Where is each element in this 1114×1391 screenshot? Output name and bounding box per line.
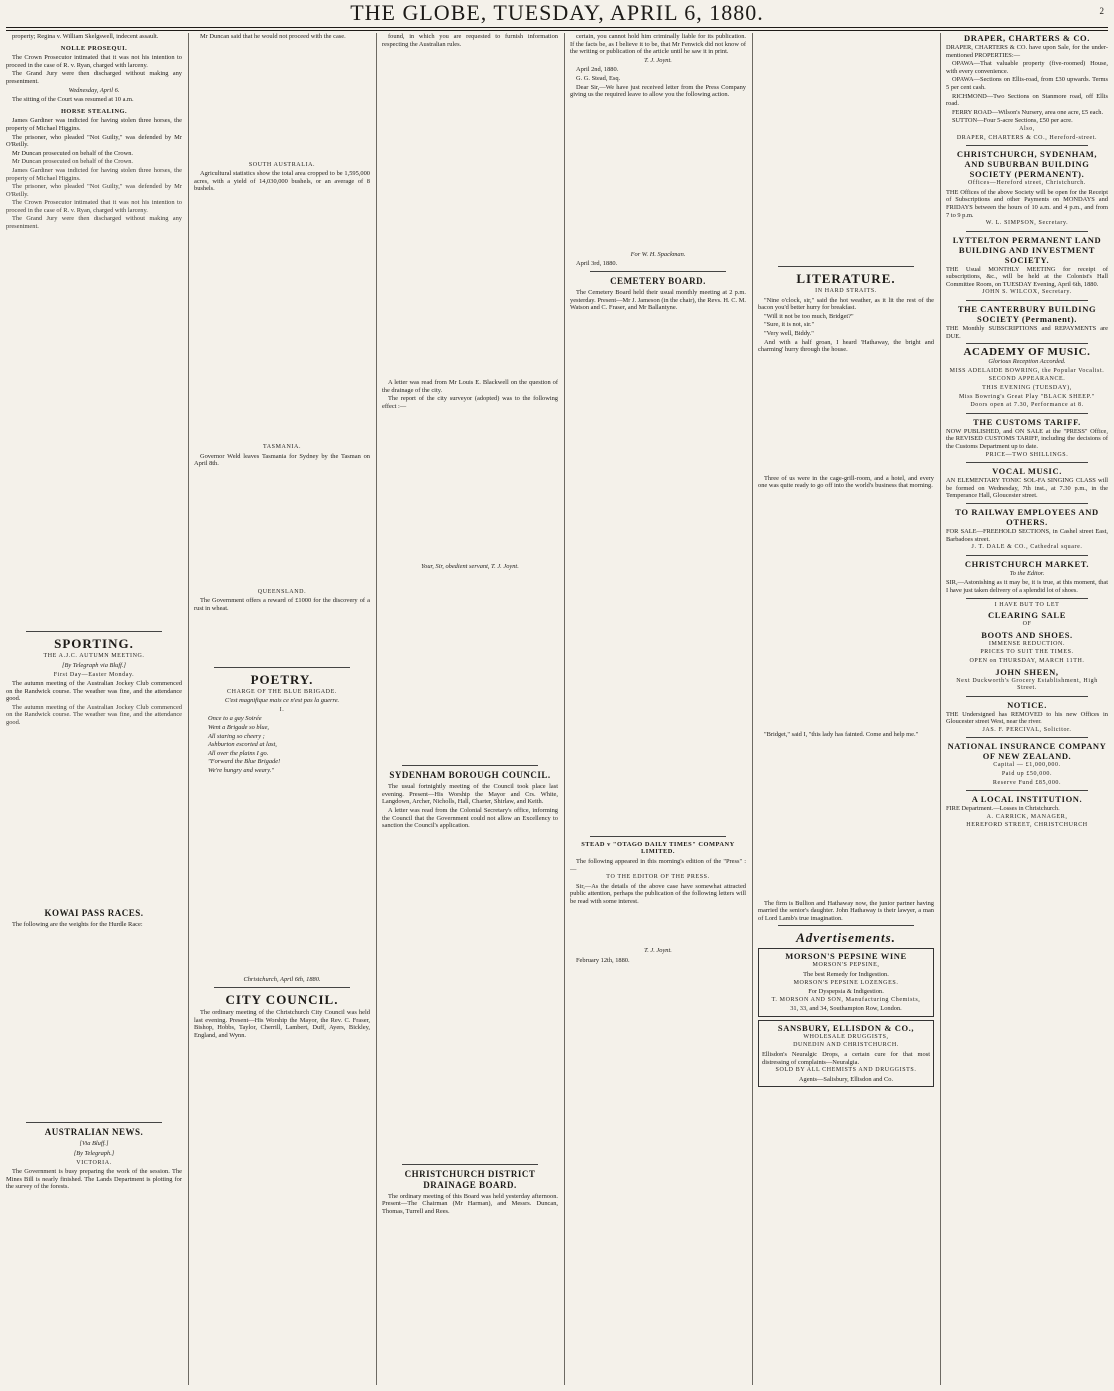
col4-signature-a: T. J. Joynt. bbox=[644, 56, 672, 64]
divider bbox=[966, 300, 1088, 301]
literature-g: "Bridget," said I, "this lady has fainted. Come and help me." bbox=[764, 730, 919, 738]
literature-f: Three of us were in the cage-grill-room, and a hotel, and every one was quite ready to go off into the world's business that morning. bbox=[758, 474, 934, 490]
filler-paragraph: James Gardiner was indicted for having stolen three horses, the property of Michael Higgins. bbox=[6, 166, 182, 182]
filler-paragraph: The Crown Prosecutor intimated that it was not his intention to proceed in the case of R. v. Ryan, charged with larceny. bbox=[6, 199, 182, 214]
draper-ferry: FERRY ROAD—Wilson's Nursery, area one acre, £5 each. bbox=[952, 108, 1104, 116]
col4-text-a: certain, you cannot hold him criminally liable for its publication. If the facts be, as I believe it to be, that Mr Fenwick did not know of the writing or publication of the article until he saw it in print. bbox=[570, 33, 746, 56]
literature-d: "Very well, Biddy." bbox=[764, 329, 814, 337]
sansbury-heading: SANSBURY, ELLISDON & CO., bbox=[777, 1022, 915, 1033]
academy-evening: THIS EVENING (TUESDAY), bbox=[982, 385, 1072, 392]
race-weights-table bbox=[6, 929, 182, 1119]
poem-stanza bbox=[194, 715, 370, 774]
col4-text-b: Dear Sir,—We have just received letter from the Press Company giving us the required leave to allow you the following action. bbox=[570, 83, 746, 99]
poem-line: Ashburton escorted at last, bbox=[208, 741, 277, 749]
academy-subheading: Glorious Reception Accorded. bbox=[988, 358, 1066, 366]
sansbury-text: Ellisdon's Neuralgic Drops, a certain cure for that most distressing of complaints—Neuralgia. bbox=[762, 1051, 930, 1066]
sale-reduction: IMMENSE REDUCTION. bbox=[988, 640, 1066, 647]
notice-heading: NOTICE. bbox=[1007, 699, 1047, 710]
pepsine-heading: MORSON'S PEPSINE WINE bbox=[785, 951, 907, 962]
advertisements-heading: Advertisements. bbox=[796, 930, 896, 946]
lyttelton-text: THE Usual MONTHLY MEETING for receipt of subscriptions, &c., will be held at the Colonist's Hall Committee Room, on TUESDAY Evening, April 6th, 1880. bbox=[946, 265, 1108, 288]
vocal-heading: VOCAL MUSIC. bbox=[992, 466, 1062, 477]
draper-footer: DRAPER, CHARTERS & CO., Hereford-street. bbox=[956, 134, 1098, 141]
pepsine-lozenges: MORSON'S PEPSINE LOZENGES. bbox=[793, 979, 899, 986]
building-signature: W. L. SIMPSON, Secretary. bbox=[985, 220, 1069, 227]
railway-signature: J. T. DALE & CO., Cathedral square. bbox=[971, 544, 1083, 551]
kowai-text: The following are the weights for the Hurdle Race: bbox=[12, 920, 143, 928]
pepsine-advert bbox=[758, 948, 934, 1017]
poem-line: We're hungry and weary." bbox=[208, 766, 275, 774]
lyttelton-signature: JOHN S. WILCOX, Secretary. bbox=[982, 289, 1072, 296]
tasmania-text: Governor Weld leaves Tasmania for Sydney by the Tasman on April 8th. bbox=[194, 452, 370, 468]
stead-subheading: TO THE EDITOR OF THE PRESS. bbox=[606, 874, 710, 881]
customs-text: NOW PUBLISHED, and ON SALE at the "PRESS" Office, the REVISED CUSTOMS TARIFF, including the decisions of the Customs Department up to date. bbox=[946, 427, 1108, 450]
divider bbox=[966, 737, 1088, 738]
academy-show: Miss Bowring's Great Play "BLACK SHEEP." bbox=[959, 393, 1095, 400]
column-2 bbox=[194, 33, 370, 1385]
sydenham-text: The usual fortnightly meeting of the Council took place last evening. Present—His Worship the Mayor and Crs. White, Langdown, Archer, Nicholls, Hall, Charter, Shirlaw, and Keith. bbox=[382, 783, 558, 806]
horse-text: James Gardiner was indicted for having stolen three horses, the property of Michael Higgins. bbox=[6, 117, 182, 132]
divider bbox=[966, 462, 1088, 463]
divider bbox=[966, 231, 1088, 232]
column-1 bbox=[6, 33, 182, 1385]
literature-body-2 bbox=[758, 491, 934, 731]
sporting-body bbox=[6, 704, 182, 904]
col3-body-2 bbox=[382, 572, 558, 762]
academy-doors: Doors open at 7.30, Performance at 8. bbox=[970, 402, 1084, 409]
sydenham-body bbox=[382, 831, 558, 1161]
col3-signature: Your, Sir, obedient servant, T. J. Joynt. bbox=[421, 562, 519, 570]
notice-text: THE Undersigned has REMOVED to his new Offices in Gloucester street West, near the river. bbox=[946, 710, 1108, 726]
sitting-text: The sitting of the Court was resumed at 10 a.m. bbox=[12, 96, 134, 104]
masthead bbox=[0, 0, 1114, 26]
academy-heading: ACADEMY OF MUSIC. bbox=[963, 346, 1091, 359]
literature-body bbox=[758, 355, 934, 475]
col5-top-body bbox=[758, 33, 934, 263]
draper-sutton: SUTTON—Four 5-acre Sections, £50 per acre. bbox=[952, 117, 1073, 125]
literature-b: "Will it not be too much, Bridget?" bbox=[764, 312, 854, 320]
divider bbox=[966, 413, 1088, 414]
cemetery-body bbox=[570, 313, 746, 833]
col4-date-b: April 3rd, 1880. bbox=[576, 260, 618, 268]
sporting-text: The autumn meeting of the Australian Jockey Club commenced on the Randwick course. The weather was fine, and the attendance good. bbox=[6, 680, 182, 703]
court-intro: property; Regina v. William Skelgswell, indecent assault. bbox=[12, 33, 159, 40]
divider bbox=[590, 836, 726, 837]
literature-h: The firm is Bullion and Hathaway now, the junior partner having married the senior's daughter. John Hathaway is their lawyer, a man of Lord Lamb's true imagination. bbox=[758, 899, 934, 922]
sale-open: OPEN on THURSDAY, MARCH 11TH. bbox=[969, 657, 1085, 664]
pepsine-maker: T. MORSON AND SON, Manufacturing Chemists, bbox=[771, 996, 921, 1003]
col4-signature-b: For W. H. Spackman. bbox=[630, 250, 686, 258]
sale-items: BOOTS AND SHOES. bbox=[981, 629, 1073, 640]
sansbury-address: DUNEDIN AND CHRISTCHURCH. bbox=[793, 1042, 899, 1049]
insurance-paid: Paid up £50,000. bbox=[1001, 771, 1053, 778]
tasmania-body bbox=[194, 469, 370, 589]
col4-date-a: April 2nd, 1880. bbox=[576, 66, 619, 74]
poem-line: Once to a gay Soirée bbox=[208, 715, 262, 723]
literature-e: And with a half groan, I heard 'Hathaway, the bright and charming' hurry through the house. bbox=[758, 338, 934, 354]
sale-title: CLEARING SALE bbox=[988, 610, 1066, 621]
queensland-body bbox=[194, 614, 370, 664]
poem-date: Christchurch, April 6th, 1880. bbox=[243, 976, 321, 984]
stead-heading: STEAD v "OTAGO DAILY TIMES" COMPANY LIMITED. bbox=[581, 840, 735, 856]
crown-text: Mr Duncan prosecuted on behalf of the Crown. bbox=[12, 149, 134, 157]
notice-signature: JAS. F. PERCIVAL, Solicitor. bbox=[982, 726, 1072, 733]
divider bbox=[778, 266, 914, 267]
kowai-heading: KOWAI PASS RACES. bbox=[44, 907, 144, 918]
stead-more bbox=[570, 906, 746, 946]
poetry-heading: POETRY. bbox=[250, 671, 314, 687]
stead-date: February 12th, 1880. bbox=[576, 957, 630, 965]
column-6 bbox=[946, 33, 1108, 1385]
victoria-heading: VICTORIA. bbox=[76, 1159, 112, 1166]
divider bbox=[966, 790, 1088, 791]
insurance-heading: NATIONAL INSURANCE COMPANY OF NEW ZEALAND. bbox=[947, 741, 1107, 762]
drainage-text: The ordinary meeting of this Board was held yesterday afternoon. Present—The Chairman (Mr Harman), and Messrs. Duncan, Thomas, Turrell and Rees. bbox=[382, 1192, 558, 1215]
draper-opawa: OPAWA—That valuable property (five-roomed) House, with every convenience. bbox=[946, 60, 1108, 75]
sale-of: OF bbox=[1022, 621, 1032, 628]
poem-line: "Forward the Blue Brigade! bbox=[208, 758, 281, 766]
sale-address: Next Duckworth's Grocery Establishment, High Street. bbox=[956, 677, 1098, 692]
queensland-text: The Government offers a reward of £1000 for the discovery of a rust in wheat. bbox=[194, 597, 370, 612]
building-heading: CHRISTCHURCH, SYDENHAM, AND SUBURBAN BUILDING SOCIETY (PERMANENT). bbox=[956, 149, 1098, 180]
sale-owner: JOHN SHEEN, bbox=[995, 666, 1059, 677]
column-5 bbox=[758, 33, 934, 1385]
poem-epigraph: C'est magnifique mais ce n'est pas la guerre. bbox=[224, 697, 340, 705]
sale-header: I HAVE BUT TO LET bbox=[994, 601, 1060, 608]
page-number: 2 bbox=[1099, 6, 1104, 16]
divider bbox=[214, 667, 350, 668]
column-4 bbox=[570, 33, 746, 1385]
literature-subheading: IN HARD STRAITS. bbox=[815, 288, 877, 294]
academy-second: SECOND APPEARANCE. bbox=[988, 376, 1066, 383]
horse-heading: HORSE STEALING. bbox=[60, 107, 128, 115]
sa-text: Agricultural statistics show the total area cropped to be 1,595,000 acres, with a yield of 14,030,000 bushels, or an average of 8 bushels. bbox=[194, 170, 370, 193]
masthead-rule bbox=[6, 27, 1108, 28]
australian-telegraph: [By Telegraph.] bbox=[73, 1150, 115, 1158]
divider bbox=[26, 631, 162, 632]
cemetery-text: The Cemetery Board held their usual monthly meeting at 2 p.m. yesterday. Present—Mr J. Jameson (in the chair), the Revs. H. C. M. Watson and C. Fraser, and Mr Ballantyne. bbox=[570, 288, 746, 312]
column-3 bbox=[382, 33, 558, 1385]
nolle-heading: NOLLE PROSEQUI. bbox=[60, 44, 128, 52]
stead-signature: T. J. Joynt. bbox=[644, 947, 672, 955]
local-signature: A. CARRICK, MANAGER, bbox=[986, 813, 1068, 820]
plea-text: The prisoner, who pleaded "Not Guilty," was defended by Mr O'Reilly. bbox=[6, 133, 182, 149]
draper-heading: DRAPER, CHARTERS & CO. bbox=[963, 33, 1090, 43]
sydenham-heading: SYDENHAM BOROUGH COUNCIL. bbox=[389, 770, 551, 781]
poem-remaining bbox=[194, 775, 370, 975]
sporting-heading: SPORTING. bbox=[54, 636, 134, 652]
pepsine-address: 31, 33, and 34, Southampton Row, London. bbox=[790, 1005, 902, 1013]
draper-opawa-2: OPAWA—Sections on Ellis-road, from £30 upwards. Terms 5 per cent cash. bbox=[946, 76, 1108, 91]
victoria-text: The Government is busy preparing the work of the session. The Mines Bill is nearly finished. The Lands Department is plotting for the survey of the forests. bbox=[6, 1168, 182, 1191]
academy-text: MISS ADELAIDE BOWRING, the Popular Vocalist. bbox=[949, 367, 1105, 374]
col4-sender: G. G. Stead, Esq. bbox=[576, 74, 621, 82]
canterbury-text: THE Monthly SUBSCRIPTIONS and REPAYMENTS are DUE. bbox=[946, 325, 1108, 340]
poem-line: All over the plains I go. bbox=[208, 749, 269, 757]
sa-heading: SOUTH AUSTRALIA. bbox=[248, 161, 316, 168]
sansbury-agents: Agents—Salisbury, Ellisdon and Co. bbox=[798, 1075, 894, 1083]
lyttelton-heading: LYTTELTON PERMANENT LAND BUILDING AND INVESTMENT SOCIETY. bbox=[952, 234, 1102, 265]
poem-section: I. bbox=[279, 706, 285, 713]
nolle-text: The Crown Prosecutor intimated that it was not his intention to proceed in the case of R. v. Ryan, charged with larceny. bbox=[6, 54, 182, 69]
column-1-body-text bbox=[6, 158, 182, 628]
news-text: Mr Duncan said that he would not proceed with the case. bbox=[200, 33, 346, 40]
drainage-heading: CHRISTCHURCH DISTRICT DRAINAGE BOARD. bbox=[404, 1168, 536, 1190]
local-text: FIRE Department.—Losses in Christchurch. bbox=[946, 805, 1060, 813]
canterbury-heading: THE CANTERBURY BUILDING SOCIETY (Permanent). bbox=[957, 304, 1097, 325]
poem-title: CHARGE OF THE BLUE BRIGADE. bbox=[227, 688, 337, 695]
insurance-reserve: Reserve Fund £85,000. bbox=[992, 779, 1062, 786]
filler-paragraph: The Grand Jury were then discharged without making any presentment. bbox=[6, 215, 182, 231]
pepsine-food: For Dyspepsia & Indigestion. bbox=[808, 988, 884, 996]
market-text: SIR,—Astonishing as it may be, it is true, at this moment, that I have just taken delivery of a splendid lot of shoes. bbox=[946, 579, 1108, 594]
sporting-subheading: THE A.J.C. AUTUMN MEETING. bbox=[43, 653, 145, 660]
col3-body bbox=[382, 49, 558, 379]
divider bbox=[402, 765, 538, 766]
column-rule bbox=[188, 33, 189, 1385]
customs-price: PRICE—TWO SHILLINGS. bbox=[985, 451, 1069, 458]
masthead-rule-thin bbox=[6, 30, 1108, 31]
date-line: Wednesday, April 6. bbox=[68, 86, 120, 94]
city-council-heading: CITY COUNCIL. bbox=[225, 992, 339, 1008]
sydenham-letter: A letter was read from the Colonial Secretary's office, informing the Council that the Government could not allow an Excellency to sanction the Council's application. bbox=[382, 806, 558, 830]
col3-report bbox=[382, 412, 558, 562]
newspaper-page bbox=[6, 33, 1108, 1385]
divider bbox=[402, 1164, 538, 1165]
local-heading: A LOCAL INSTITUTION. bbox=[971, 794, 1083, 805]
divider bbox=[966, 145, 1088, 146]
newspaper-title: THE GLOBE, TUESDAY, APRIL 6, 1880. bbox=[350, 0, 764, 25]
column-rule bbox=[564, 33, 565, 1385]
sa-body bbox=[194, 194, 370, 444]
local-address: HEREFORD STREET, CHRISTCHURCH bbox=[966, 822, 1088, 829]
pepsine-text: The best Remedy for Indigestion. bbox=[803, 970, 889, 978]
sansbury-sold: SOLD BY ALL CHEMISTS AND DRUGGISTS. bbox=[775, 1067, 917, 1074]
draper-richmond: RICHMOND—Two Sections on Stanmore road, off Ellis road. bbox=[946, 92, 1108, 108]
divider bbox=[778, 925, 914, 926]
column-rule bbox=[940, 33, 941, 1385]
literature-heading: LITERATURE. bbox=[796, 271, 896, 286]
sansbury-subheading: WHOLESALE DRUGGISTS, bbox=[803, 1033, 889, 1040]
divider bbox=[966, 503, 1088, 504]
column-2-body bbox=[194, 42, 370, 162]
col3-text-b: A letter was read from Mr Louis E. Blackwell on the question of the drainage of the city. bbox=[382, 379, 558, 394]
literature-a: "Nine o'clock, sir," said the hot weather, as it lit the rest of the bacon you'd better hurry for breakfast. bbox=[758, 296, 934, 312]
australian-via: [Via Bluff.] bbox=[79, 1140, 109, 1148]
railway-text: FOR SALE—FREEHOLD SECTIONS, in Cashel street East, Barbadoes street. bbox=[946, 527, 1108, 543]
filler-paragraph: The autumn meeting of the Australian Jockey Club commenced on the Randwick course. The weather was fine, and the attendance good. bbox=[6, 703, 182, 727]
insurance-capital: Capital — £1,000,000. bbox=[993, 762, 1061, 769]
queensland-heading: QUEENSLAND. bbox=[257, 588, 307, 595]
col4-body bbox=[570, 100, 746, 250]
stead-body: Sir,—As the details of the above case have somewhat attracted public attention, perhaps the publication of the following letters will be read with some interest. bbox=[570, 882, 746, 905]
divider bbox=[966, 343, 1088, 344]
vocal-text: AN ELEMENTARY TONIC SOL-FA SINGING CLASS will be formed on Wednesday, 7th inst., at 7.30 p.m., in the Temperance Hall, Gloucester street. bbox=[946, 477, 1108, 500]
building-office: Offices—Hereford street, Christchurch. bbox=[968, 180, 1086, 187]
literature-body-3 bbox=[758, 740, 934, 900]
market-heading: CHRISTCHURCH MARKET. bbox=[964, 558, 1090, 569]
divider bbox=[214, 987, 350, 988]
filler-paragraph: Mr Duncan prosecuted on behalf of the Crown. bbox=[12, 158, 134, 166]
sansbury-advert bbox=[758, 1020, 934, 1088]
literature-c: "Sure, it is not, sir." bbox=[764, 321, 815, 329]
divider bbox=[590, 271, 726, 272]
filler-paragraph: The prisoner, who pleaded "Not Guilty," was defended by Mr O'Reilly. bbox=[6, 183, 182, 198]
poem-line: Went a Brigade so blue, bbox=[208, 723, 270, 731]
australian-news-heading: AUSTRALIAN NEWS. bbox=[44, 1127, 144, 1138]
col3-text-c: The report of the city surveyor (adopted) was to the following effect :— bbox=[382, 395, 558, 410]
jury-text: The Grand Jury were then discharged without making any presentment. bbox=[6, 70, 182, 85]
pepsine-subheading: MORSON'S PEPSINE, bbox=[812, 962, 880, 969]
divider bbox=[966, 555, 1088, 556]
telegraph-note: [By Telegraph via Bluff.] bbox=[61, 661, 127, 669]
draper-text: DRAPER, CHARTERS & CO. have upon Sale, for the under-mentioned PROPERTIES:— bbox=[946, 44, 1108, 59]
column-rule bbox=[752, 33, 753, 1385]
divider bbox=[966, 598, 1088, 599]
draper-also: Also, bbox=[1019, 125, 1035, 132]
building-text: THE Offices of the above Society will be open for the Receipt of Subscriptions and other Payments on MONDAYS and FRIDAYS between the hours of 10 a.m. and 4 p.m., and from 7 to 9 p.m. bbox=[946, 188, 1108, 219]
railway-heading: TO RAILWAY EMPLOYEES AND OTHERS. bbox=[955, 506, 1099, 527]
city-council-text: The ordinary meeting of the Christchurch City Council was held last evening. Present—His Worship the Mayor, the Rev. C. Fraser, Bishop, Hobbs, Taylor, Cherrill, Lambert, Duff, Ayers, Bickley, England, and Wynn. bbox=[194, 1009, 370, 1039]
poem-line: All staring so cheery ; bbox=[208, 732, 265, 740]
column-rule bbox=[376, 33, 377, 1385]
tasmania-heading: TASMANIA. bbox=[262, 443, 302, 450]
cemetery-heading: CEMETERY BOARD. bbox=[610, 275, 706, 286]
market-subheading: To the Editor. bbox=[1009, 569, 1045, 577]
sale-prices: PRICES TO SUIT THE TIMES. bbox=[980, 649, 1074, 656]
col3-text-a: found, in which you are requested to furnish information respecting the Australian rules. bbox=[382, 33, 558, 48]
divider bbox=[966, 696, 1088, 697]
stead-text: The following appeared in this morning's edition of the "Press" :— bbox=[570, 857, 746, 873]
divider bbox=[26, 1122, 162, 1123]
customs-heading: THE CUSTOMS TARIFF. bbox=[973, 416, 1081, 427]
sporting-date: First Day—Easter Monday. bbox=[53, 671, 135, 678]
